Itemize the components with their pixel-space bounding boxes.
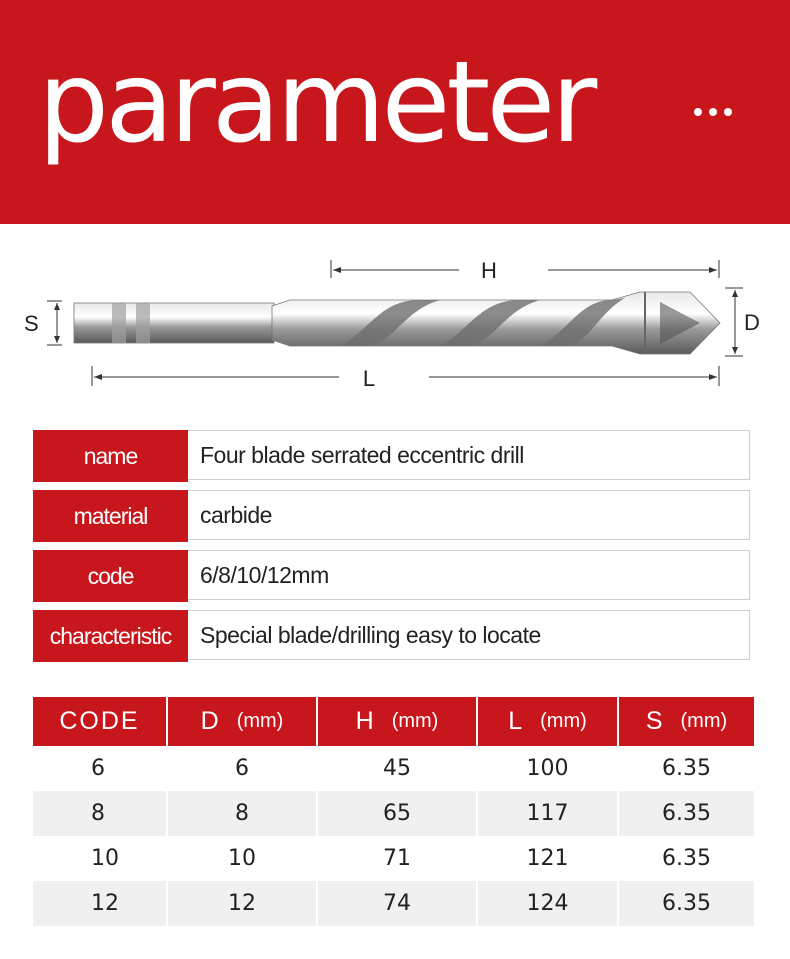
- table-row: [33, 746, 754, 791]
- header-symbol: L: [508, 707, 525, 735]
- header-code: [33, 697, 168, 746]
- spec-value: carbide: [188, 490, 750, 540]
- drill-bit-illustration: [74, 292, 720, 354]
- cell-code: 12: [33, 881, 168, 926]
- header-unit: (mm): [391, 710, 439, 732]
- header-unit: (mm): [236, 710, 284, 732]
- spec-row-code: [33, 550, 752, 602]
- header-h: [318, 697, 478, 746]
- cell-l: 117: [478, 791, 619, 836]
- header-symbol: D: [200, 707, 221, 735]
- spec-row-material: [33, 490, 752, 542]
- cell-l: 124: [478, 881, 619, 926]
- more-dots-icon: [694, 108, 732, 116]
- cell-d: 6: [168, 746, 318, 791]
- cell-l: 121: [478, 836, 619, 881]
- h-dimension: [331, 258, 719, 283]
- cell-l: 100: [478, 746, 619, 791]
- spec-key: material: [33, 490, 188, 542]
- cell-s: 6.35: [662, 756, 711, 781]
- drill-diagram: [0, 240, 790, 410]
- cell-h: 71: [318, 836, 478, 881]
- cell-code: 8: [33, 791, 168, 836]
- cell-s: 6.35: [662, 801, 711, 826]
- header-l: [478, 697, 619, 746]
- cell-d: 8: [168, 791, 318, 836]
- spec-key: name: [33, 430, 188, 482]
- table-row: [33, 836, 754, 881]
- spec-value: Special blade/drilling easy to locate: [188, 610, 750, 660]
- cell-h: 65: [318, 791, 478, 836]
- cell-s: 6.35: [662, 891, 711, 916]
- spec-key: characteristic: [33, 610, 188, 662]
- header-symbol: H: [355, 707, 376, 735]
- d-dimension: [725, 288, 760, 356]
- spec-value: 6/8/10/12mm: [188, 550, 750, 600]
- header-unit: (mm): [680, 710, 728, 732]
- header-d: [168, 697, 318, 746]
- header-unit: (mm): [540, 710, 587, 732]
- cell-s: 6.35: [662, 846, 711, 871]
- page-title: parameter: [38, 38, 594, 168]
- spec-row-characteristic: [33, 610, 752, 662]
- header-symbol: CODE: [59, 707, 140, 735]
- l-dimension: [92, 366, 719, 391]
- spec-key: code: [33, 550, 188, 602]
- cell-code: 10: [33, 836, 168, 881]
- spec-value: Four blade serrated eccentric drill: [188, 430, 750, 480]
- header-s: [619, 697, 754, 746]
- s-label: S: [24, 311, 39, 336]
- cell-h: 74: [318, 881, 478, 926]
- cell-d: 12: [168, 881, 318, 926]
- table-row: [33, 881, 754, 926]
- dimension-table-header: [33, 697, 754, 746]
- spec-row-name: [33, 430, 752, 482]
- l-label: L: [362, 366, 376, 391]
- h-label: H: [481, 258, 497, 283]
- s-dimension: [24, 301, 62, 345]
- cell-code: 6: [33, 746, 168, 791]
- d-label: D: [744, 310, 760, 335]
- table-row: [33, 791, 754, 836]
- header-symbol: S: [645, 707, 665, 735]
- cell-d: 10: [168, 836, 318, 881]
- header-banner: [0, 0, 790, 224]
- cell-h: 45: [318, 746, 478, 791]
